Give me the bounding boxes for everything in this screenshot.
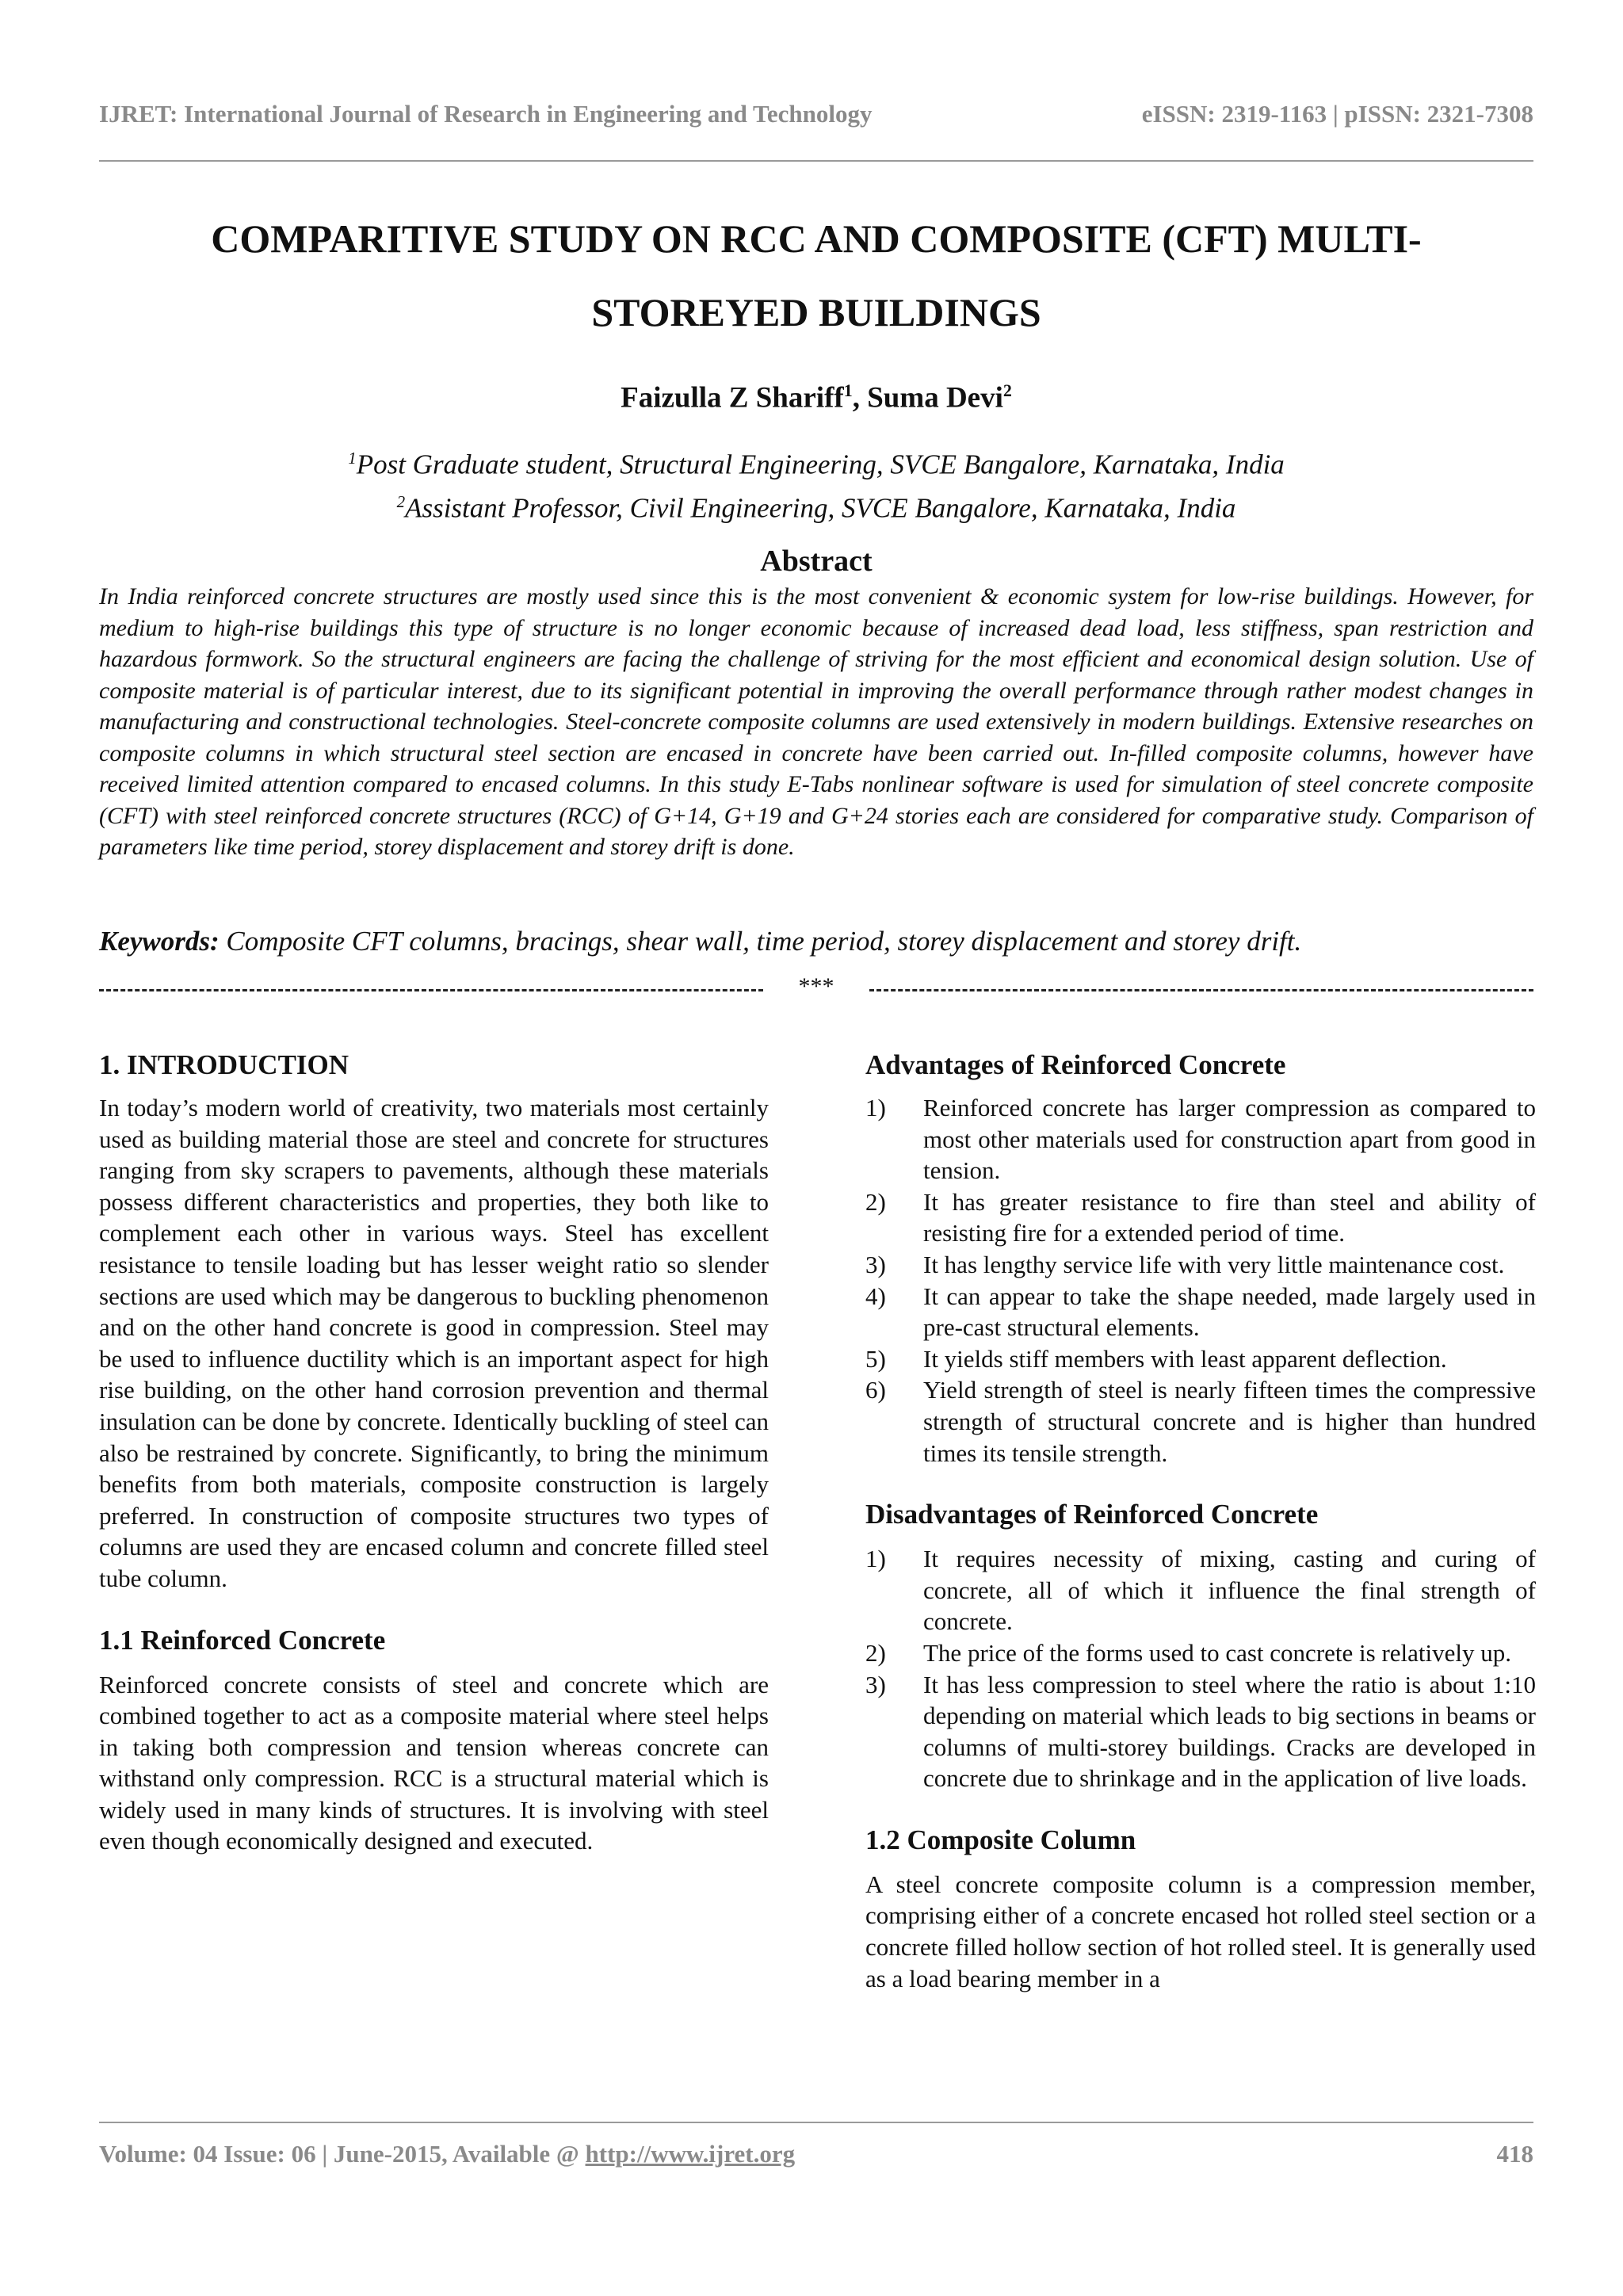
section-separator	[99, 973, 1533, 1000]
composite-column-heading: 1.2 Composite Column	[865, 1824, 1136, 1855]
reinforced-concrete-heading: 1.1 Reinforced Concrete	[99, 1624, 386, 1656]
title-line-1: COMPARITIVE STUDY ON RCC AND COMPOSITE (CFT) MULTI-	[211, 216, 1422, 261]
authors	[99, 380, 1533, 415]
advantages-list	[865, 1092, 1536, 1469]
header-rule	[99, 160, 1533, 162]
footer-rule	[99, 2122, 1533, 2123]
advantages-heading: Advantages of Reinforced Concrete	[865, 1049, 1286, 1080]
title-line-2: STOREYED BUILDINGS	[591, 290, 1041, 334]
list-item: 3) It has less compression to steel where the ratio is about 1:10 depending on material which leads to big sections in beams or columns of multi-storey buildings. Cracks are developed in concrete due to shrinkage and in the application of live loads.	[865, 1670, 1536, 1793]
author-1-sup: 1	[843, 380, 853, 400]
affiliation-2	[99, 483, 1533, 527]
list-item: 2) It has greater resistance to fire than steel and ability of resisting fire for a extended period of time.	[865, 1187, 1536, 1247]
right-column	[865, 1046, 1536, 1994]
author-2: Suma Devi	[867, 381, 1003, 415]
left-column	[99, 1046, 769, 1857]
journal-link[interactable]: http://www.ijret.org	[585, 2140, 796, 2168]
list-item: 1) It requires necessity of mixing, casting and curing of concrete, all of which it influence the final strength of concrete.	[865, 1545, 1536, 1636]
author-2-sup: 2	[1002, 380, 1012, 400]
affiliation-2-text: Assistant Professor, Civil Engineering, SVCE Bangalore, Karnataka, India	[405, 492, 1236, 524]
reinforced-concrete-text: Reinforced concrete consists of steel and concrete which are combined together to act as a composite material where steel helps in taking both compression and tension whereas concrete can withstand only compression. RCC is a structural material which is widely used in many kinds of structures. It is involving with steel even though economically designed and executed.	[99, 1670, 769, 1855]
separator-stars: ***	[99, 973, 1533, 1000]
issn: eISSN: 2319-1163 | pISSN: 2321-7308	[1141, 100, 1533, 128]
keywords	[99, 926, 1533, 957]
journal-name: IJRET: International Journal of Research in Engineering and Technology	[99, 100, 873, 128]
page-number: 418	[1496, 2140, 1533, 2168]
list-item: 1) Reinforced concrete has larger compression as compared to most other materials used for construction apart from good in tension.	[865, 1094, 1536, 1185]
affiliation-1-sup: 1	[348, 449, 357, 468]
affiliation-2-sup: 2	[396, 491, 406, 511]
composite-column-text: A steel concrete composite column is a compression member, comprising either of a concrete encased hot rolled steel section or a concrete filled hollow section of hot rolled steel. It is generally used as a load bearing member in a	[865, 1870, 1536, 1992]
introduction-text: In today’s modern world of creativity, two materials most certainly used as building material those are steel and concrete for structures ranging from sky scrapers to pavements, although these materials possess different characteristics and properties, they both like to complement each other in various ways. Steel has excellent resistance to tensile loading but has lesser weight ratio so slender sections are used which may be dangerous to buckling phenomenon and on the other hand concrete is good in compression. Steel may be used to influence ductility which is an important aspect for high rise building, on the other hand corrosion prevention and thermal insulation can be done by concrete. Identically buckling of steel can also be restrained by concrete. Significantly, to bring the minimum benefits from both materials, composite construction is largely preferred. In construction of composite structures two types of columns are used they are encased column and concrete filled steel tube column.	[99, 1094, 769, 1592]
affiliation-1-text: Post Graduate student, Structural Engineering, SVCE Bangalore, Karnataka, India	[356, 449, 1285, 480]
keywords-text: Composite CFT columns, bracings, shear wall, time period, storey displacement and storey drift.	[219, 926, 1302, 957]
introduction-heading: 1. INTRODUCTION	[99, 1049, 349, 1080]
disadvantages-heading: Disadvantages of Reinforced Concrete	[865, 1499, 1319, 1530]
abstract-text: In India reinforced concrete structures are mostly used since this is the most convenient & economic system for low-rise buildings. However, for medium to high-rise buildings this type of structure is no longer economic because of increased dead load, less stiffness, span restriction and hazardous formwork. So the structural engineers are facing the challenge of striving for the most efficient and economical design solution. Use of composite material is of particular interest, due to its significant potential in improving the overall performance through rather modest changes in manufacturing and constructional technologies. Steel-concrete composite columns are used extensively in modern buildings. Extensive researches on composite columns in which structural steel section are encased in concrete have been carried out. In-filled composite columns, however have received limited attention compared to encased columns. In this study E-Tabs nonlinear software is used for simulation of steel concrete composite (CFT) with steel reinforced concrete structures (RCC) of G+14, G+19 and G+24 stories each are considered for comparative study. Comparison of parameters like time period, storey displacement and storey drift is done.	[99, 583, 1533, 860]
author-1: Faizulla Z Shariff	[621, 381, 844, 415]
author-separator: ,	[852, 381, 868, 415]
footer-volume: Volume: 04 Issue: 06 | June-2015, Available @ http://www.ijret.org	[99, 2140, 796, 2168]
paper-title	[99, 202, 1533, 350]
list-item: 4) It can appear to take the shape needed, made largely used in pre-cast structural elements.	[865, 1282, 1536, 1342]
list-item: 6) Yield strength of steel is nearly fifteen times the compressive strength of structural concrete and is higher than hundred times its tensile strength.	[865, 1376, 1536, 1467]
list-item: 2) The price of the forms used to cast concrete is relatively up.	[865, 1638, 1512, 1667]
abstract-heading: Abstract	[760, 544, 873, 578]
disadvantages-list	[865, 1543, 1536, 1794]
affiliation-1	[99, 440, 1533, 483]
list-item: 5) It yields stiff members with least apparent deflection.	[865, 1344, 1447, 1373]
list-item: 3) It has lengthy service life with very little maintenance cost.	[865, 1250, 1505, 1278]
keywords-label: Keywords:	[99, 926, 220, 957]
affiliations	[99, 440, 1533, 526]
